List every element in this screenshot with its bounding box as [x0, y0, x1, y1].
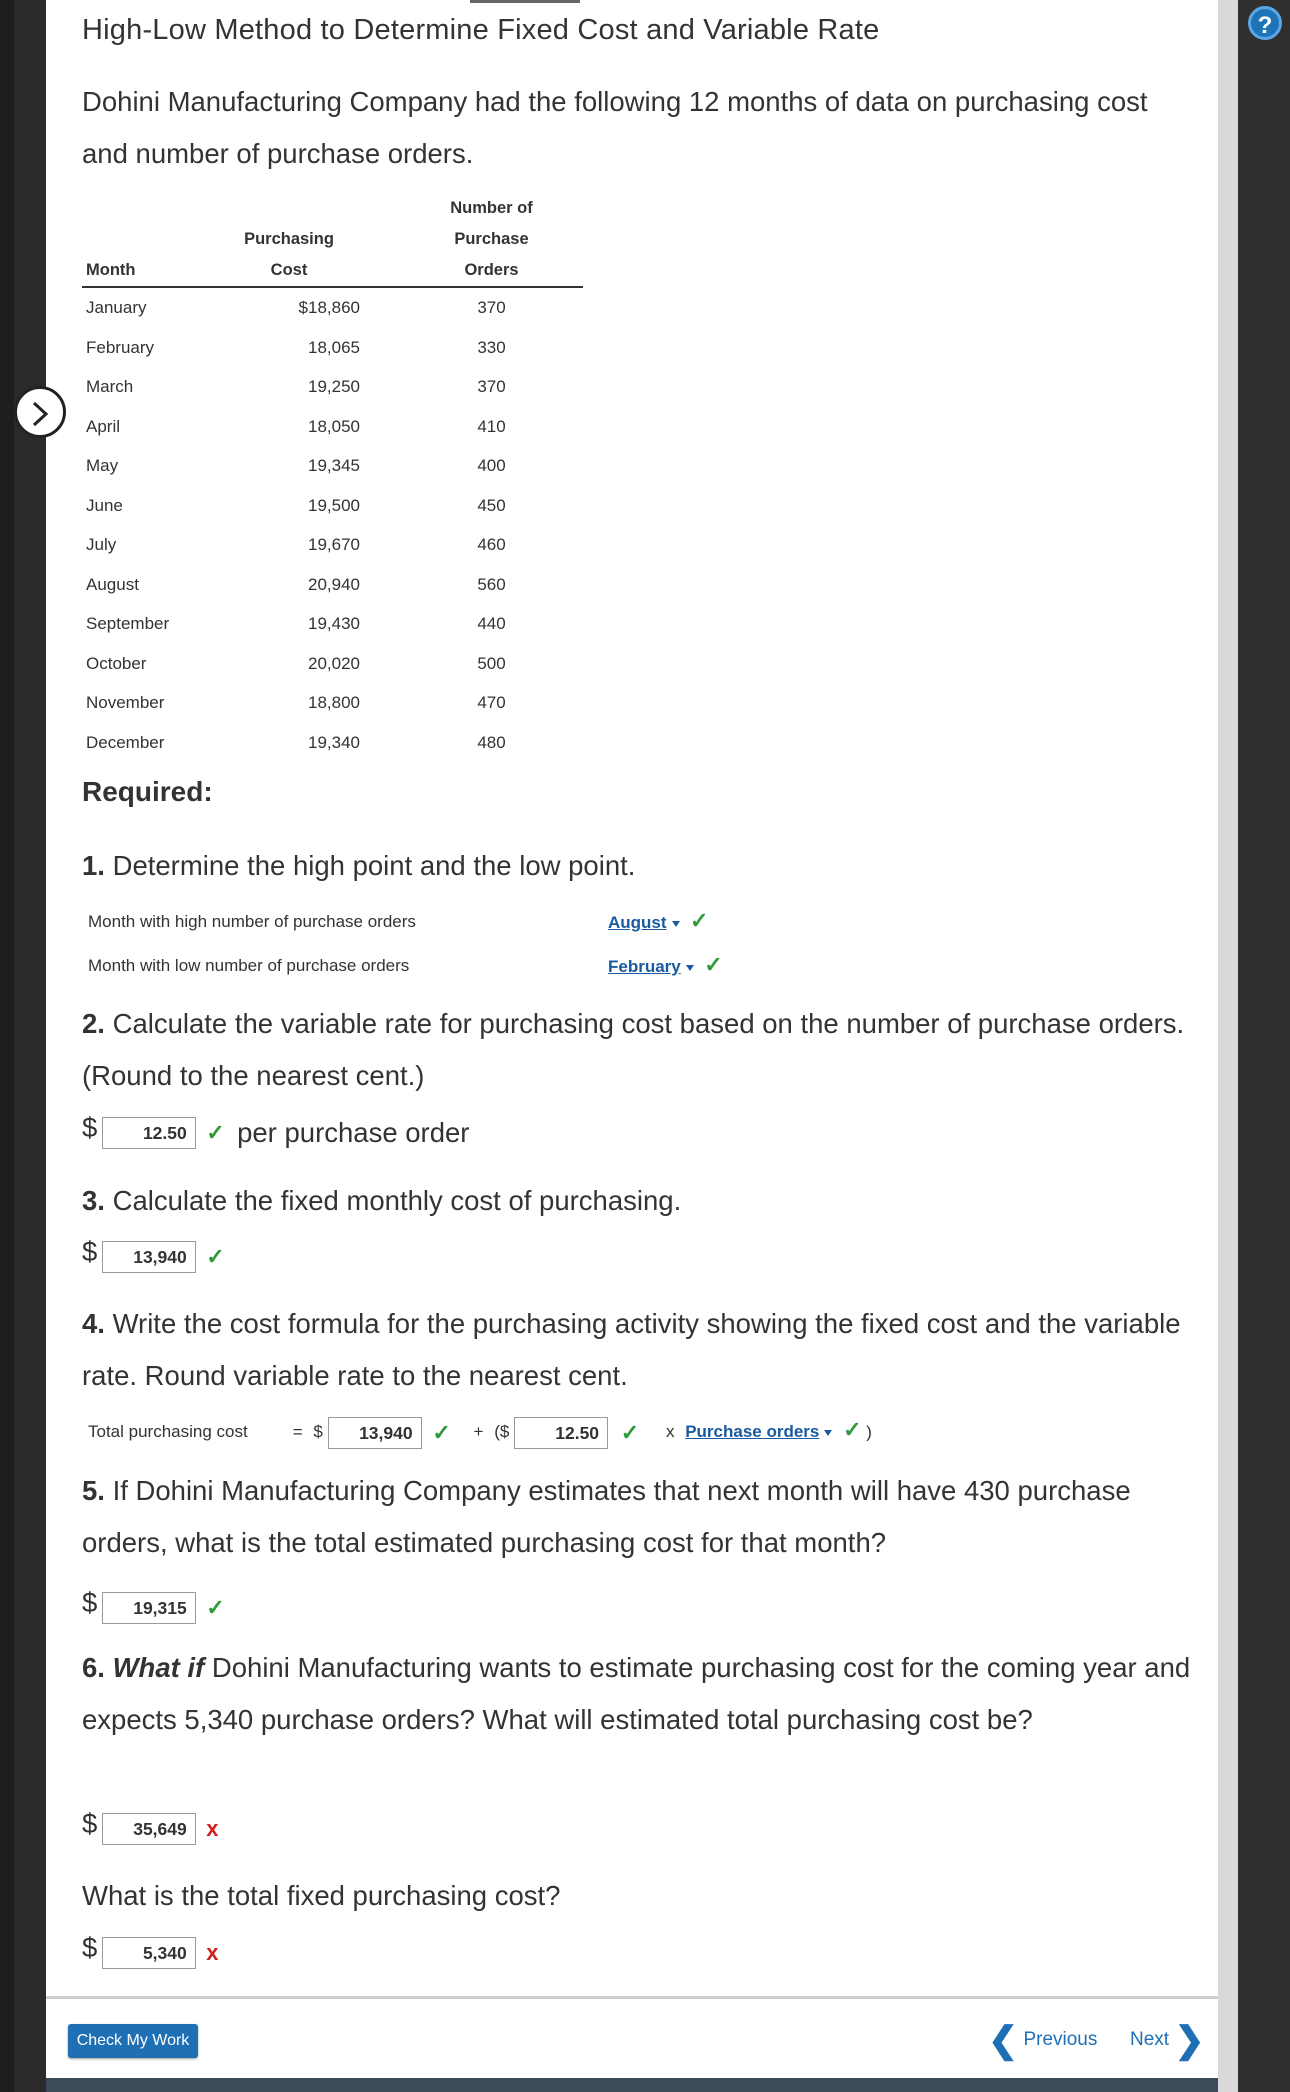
next-button[interactable]: [1130, 2019, 1205, 2060]
orders-cell: 370: [477, 298, 506, 317]
high-month-value: August: [608, 913, 667, 932]
q1-high-label: Month with high number of purchase orders: [88, 912, 416, 931]
cost-cell: 20,940: [308, 574, 360, 594]
cost-cell: 18,065: [308, 337, 360, 357]
q4-prompt: Write the cost formula for the purchasing activity showing the fixed cost and the variable rate. Round variable rate to the nearest cent.: [82, 1308, 1181, 1391]
check-my-work-button[interactable]: Check My Work: [68, 2024, 198, 2058]
header-orders-2: Purchase: [454, 230, 529, 248]
q1-number: 1.: [82, 850, 105, 881]
month-cell: May: [86, 456, 119, 475]
formula-label: Total purchasing cost: [88, 1422, 248, 1442]
footer-divider: [46, 1996, 1218, 1999]
chevron-down-icon: [824, 1430, 832, 1436]
left-border: [0, 0, 14, 2092]
incorrect-x-icon: x: [206, 1815, 219, 1841]
q6-what-if: What if: [112, 1652, 205, 1683]
previous-button[interactable]: [988, 2019, 1098, 2060]
help-icon[interactable]: ?: [1248, 6, 1282, 40]
next-label: Next: [1130, 2029, 1170, 2051]
cost-cell: 18,050: [308, 416, 360, 436]
orders-cell: 460: [477, 535, 506, 554]
orders-cell: 400: [477, 456, 506, 475]
chevron-right-icon: ❯: [1174, 2019, 1205, 2060]
month-cell: November: [86, 693, 165, 712]
q6-number: 6.: [82, 1652, 105, 1683]
orders-cell: 410: [477, 416, 506, 436]
q6-fixed-question: What is the total fixed purchasing cost?: [82, 1880, 561, 1911]
q5-number: 5.: [82, 1475, 105, 1506]
q3-prompt: Calculate the fixed monthly cost of purchasing.: [112, 1185, 682, 1216]
correct-check-icon: ✓: [432, 1420, 451, 1445]
currency-symbol: $: [82, 1112, 98, 1143]
currency-symbol: $: [82, 1932, 98, 1963]
month-cell: January: [86, 298, 147, 317]
cost-cell: 19,670: [308, 535, 360, 554]
formula-rate-input[interactable]: 12.50: [514, 1417, 608, 1449]
chevron-down-icon: [672, 921, 680, 927]
scrollbar-track[interactable]: [1218, 0, 1238, 2092]
q2-suffix: per purchase order: [237, 1116, 470, 1148]
correct-check-icon: ✓: [690, 908, 709, 933]
q1-high-answer: [608, 908, 708, 934]
table-row: [82, 446, 583, 486]
month-cell: August: [86, 574, 139, 594]
correct-check-icon: ✓: [843, 1417, 862, 1443]
currency-symbol: $: [82, 1236, 98, 1267]
q1-low-answer: [608, 952, 723, 978]
q4-number: 4.: [82, 1308, 105, 1339]
cost-cell: $18,860: [298, 298, 360, 317]
q3-answer-row: [82, 1236, 225, 1273]
month-cell: September: [86, 614, 170, 633]
table-row: [82, 486, 583, 526]
high-month-select[interactable]: [608, 913, 680, 932]
cost-cell: 20,020: [308, 653, 360, 673]
table-row: [82, 604, 583, 644]
intro-text: Dohini Manufacturing Company had the following 12 months of data on purchasing cost and number of purchase orders.: [82, 86, 1148, 169]
table-row: [82, 287, 583, 328]
header-orders-3: Orders: [360, 255, 583, 287]
variable-rate-input[interactable]: 12.50: [102, 1117, 196, 1149]
chevron-left-icon: ❮: [988, 2019, 1019, 2060]
low-month-value: February: [608, 957, 681, 976]
q1-text: [82, 840, 1192, 892]
q3-number: 3.: [82, 1185, 105, 1216]
cost-cell: 19,430: [308, 614, 360, 633]
header-cost-1: Purchasing: [244, 230, 334, 248]
q5-prompt: If Dohini Manufacturing Company estimates that next month will have 430 purchase orders, what is the total estimated purchasing cost for that month?: [82, 1475, 1131, 1558]
cost-cell: 19,345: [308, 456, 360, 475]
orders-cell: 470: [477, 693, 506, 712]
table-row: [82, 723, 583, 763]
table-row: [82, 683, 583, 723]
cost-driver-select[interactable]: [685, 1422, 832, 1441]
plus-sign: +: [473, 1422, 484, 1442]
chevron-down-icon: [686, 965, 694, 971]
bottom-bar: [46, 2078, 1218, 2092]
cost-cell: 19,500: [308, 495, 360, 515]
month-cell: October: [86, 653, 147, 673]
currency-symbol: $: [82, 1587, 98, 1618]
table-row: [82, 644, 583, 684]
q4-text: [82, 1298, 1192, 1402]
correct-check-icon: ✓: [206, 1119, 225, 1145]
right-border: [1238, 0, 1290, 2092]
orders-cell: 480: [477, 732, 506, 752]
q6-answer-row: [82, 1808, 218, 1845]
equals-sign: =: [292, 1422, 303, 1442]
expand-panel-button[interactable]: [14, 386, 66, 438]
open-paren: ($: [494, 1422, 510, 1442]
currency-symbol: $: [82, 1808, 98, 1839]
table-row: [82, 565, 583, 605]
month-cell: July: [86, 535, 117, 554]
orders-cell: 500: [477, 653, 506, 673]
table-row: [82, 525, 583, 565]
formula-fixed-input[interactable]: 13,940: [328, 1417, 422, 1449]
q1-low-label: Month with low number of purchase orders: [88, 956, 410, 975]
correct-check-icon: ✓: [620, 1420, 640, 1445]
q2-answer-row: [82, 1112, 469, 1149]
currency-symbol: $: [313, 1422, 323, 1442]
orders-cell: 330: [477, 337, 506, 357]
table-row: [82, 407, 583, 447]
table-row: [82, 367, 583, 407]
top-divider: [470, 0, 580, 3]
month-cell: December: [86, 732, 165, 752]
previous-label: Previous: [1023, 2029, 1098, 2051]
q2-prompt: Calculate the variable rate for purchasing cost based on the number of purchase orders. (Round to the nearest cent.): [82, 1008, 1185, 1091]
required-heading: Required:: [82, 776, 213, 807]
header-orders-1: Number of: [450, 199, 533, 217]
next-month-cost-input[interactable]: 19,315: [102, 1592, 196, 1624]
q3-text: [82, 1175, 1192, 1227]
times-sign: x: [665, 1422, 675, 1442]
low-month-select[interactable]: [608, 957, 694, 976]
cost-cell: 18,800: [308, 693, 360, 712]
orders-cell: 450: [477, 495, 506, 515]
annual-cost-input[interactable]: 35,649: [102, 1813, 196, 1845]
q5-text: [82, 1465, 1192, 1569]
fixed-cost-input[interactable]: 13,940: [102, 1241, 196, 1273]
q2-text: [82, 998, 1192, 1102]
header-cost-2: Cost: [218, 255, 360, 287]
correct-check-icon: ✓: [206, 1594, 225, 1620]
q6-fixed-row: [82, 1932, 218, 1969]
q6-prompt: Dohini Manufacturing wants to estimate purchasing cost for the coming year and expects 5,340 purchase orders? What will estimated total purchasing cost be?: [82, 1652, 1191, 1735]
cost-driver-value: Purchase orders: [685, 1422, 820, 1442]
month-cell: March: [86, 377, 134, 396]
q5-answer-row: [82, 1587, 225, 1624]
orders-cell: 370: [477, 377, 506, 396]
header-month: Month: [82, 255, 218, 287]
cost-cell: 19,250: [308, 377, 360, 396]
month-cell: February: [86, 337, 155, 357]
data-table: [82, 193, 583, 762]
q1-prompt: Determine the high point and the low point.: [112, 850, 636, 881]
month-cell: June: [86, 495, 123, 515]
chevron-right-icon: [28, 400, 52, 428]
cost-cell: 19,340: [308, 732, 360, 752]
orders-cell: 560: [477, 574, 506, 594]
annual-fixed-input[interactable]: 5,340: [102, 1937, 196, 1969]
table-row: [82, 328, 583, 368]
incorrect-x-icon: x: [206, 1939, 219, 1965]
close-paren: ): [866, 1422, 872, 1442]
cost-formula-row: [88, 1417, 872, 1449]
month-cell: April: [86, 416, 121, 436]
q6-text: [82, 1642, 1192, 1746]
orders-cell: 440: [477, 614, 506, 633]
correct-check-icon: ✓: [704, 952, 723, 977]
correct-check-icon: ✓: [206, 1243, 225, 1269]
page-title: High-Low Method to Determine Fixed Cost and Variable Rate: [82, 14, 880, 46]
q2-number: 2.: [82, 1008, 105, 1039]
